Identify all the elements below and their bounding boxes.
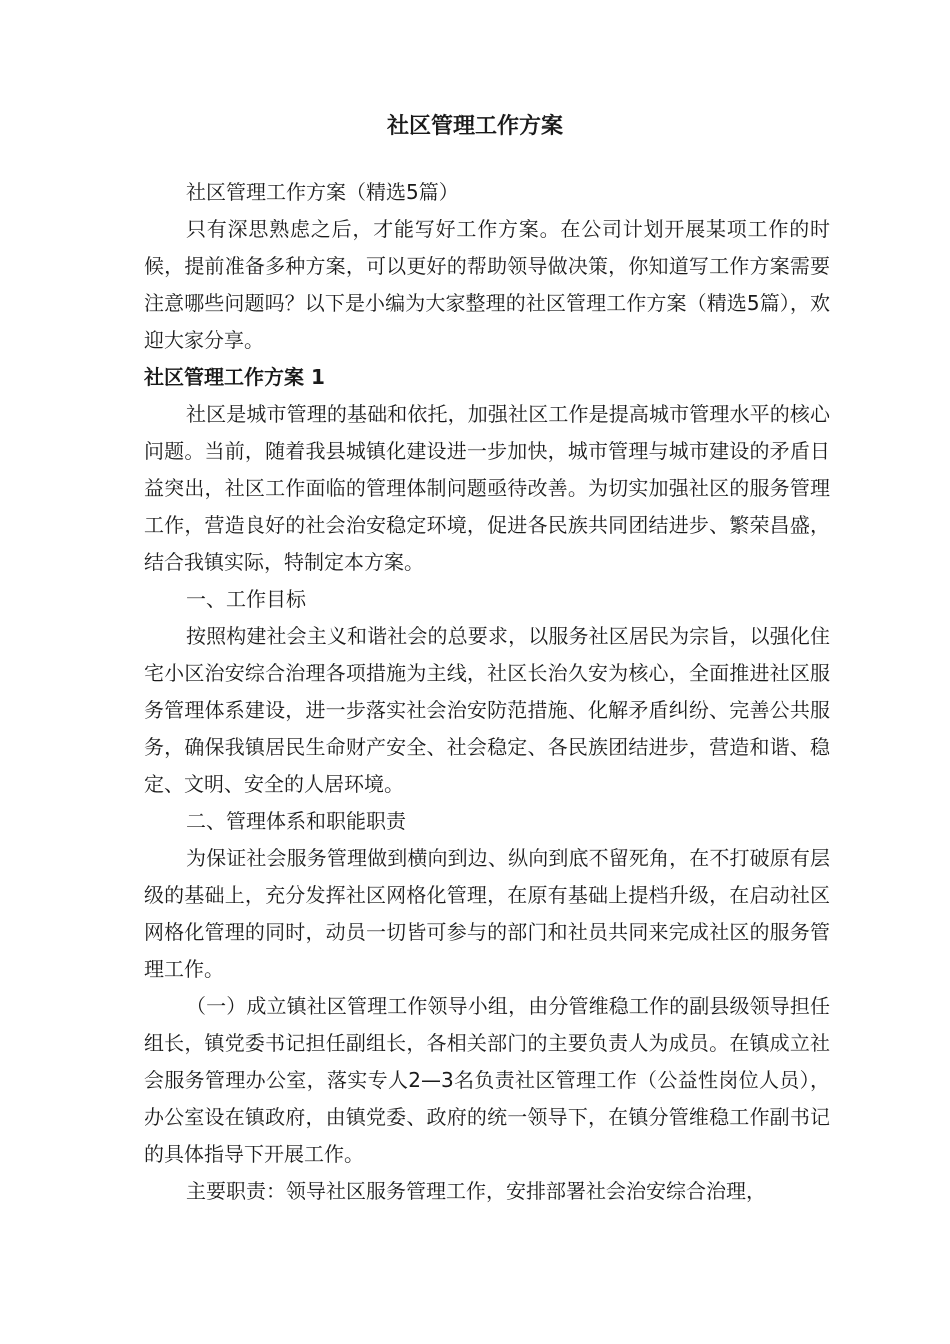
- intro-paragraph: 只有深思熟虑之后，才能写好工作方案。在公司计划开展某项工作的时候，提前准备多种方案，可以更好的帮助领导做决策，你知道写工作方案需要注意哪些问题吗？以下是小编为大家整理的社区管理工作方案（精选5篇），欢迎大家分享。: [144, 217, 830, 352]
- document-body: [144, 174, 830, 1210]
- body-paragraph: 主要职责：领导社区服务管理工作，安排部署社会治安综合治理，: [186, 1179, 766, 1203]
- section-heading: 社区管理工作方案 1: [144, 365, 325, 389]
- body-paragraph: 社区是城市管理的基础和依托，加强社区工作是提高城市管理水平的核心问题。当前，随着我县城镇化建设进一步加快，城市管理与城市建设的矛盾日益突出，社区工作面临的管理体制问题亟待改善。为切实加强社区的服务管理工作，营造良好的社会治安稳定环境，促进各民族共同团结进步、繁荣昌盛，结合我镇实际，特制定本方案。: [144, 402, 830, 574]
- body-paragraph: 按照构建社会主义和谐社会的总要求，以服务社区居民为宗旨，以强化住宅小区治安综合治理各项措施为主线，社区长治久安为核心，全面推进社区服务管理体系建设，进一步落实社会治安防范措施、化解矛盾纠纷、完善公共服务，确保我镇居民生命财产安全、社会稳定、各民族团结进步，营造和谐、稳定、文明、安全的人居环境。: [144, 624, 830, 796]
- subtitle-paragraph: 社区管理工作方案（精选5篇）: [186, 180, 459, 204]
- body-paragraph: （一）成立镇社区管理工作领导小组，由分管维稳工作的副县级领导担任组长，镇党委书记担任副组长，各相关部门的主要负责人为成员。在镇成立社会服务管理办公室，落实专人2—3名负责社区管理工作（公益性岗位人员），办公室设在镇政府，由镇党委、政府的统一领导下，在镇分管维稳工作副书记的具体指导下开展工作。: [144, 994, 830, 1166]
- subheading-management-system: 二、管理体系和职能职责: [186, 809, 406, 833]
- body-paragraph: 为保证社会服务管理做到横向到边、纵向到底不留死角，在不打破原有层级的基础上，充分发挥社区网格化管理，在原有基础上提档升级，在启动社区网格化管理的同时，动员一切皆可参与的部门和社员共同来完成社区的服务管理工作。: [144, 846, 830, 981]
- subheading-work-goals: 一、工作目标: [186, 587, 306, 611]
- document-title: 社区管理工作方案: [386, 114, 563, 139]
